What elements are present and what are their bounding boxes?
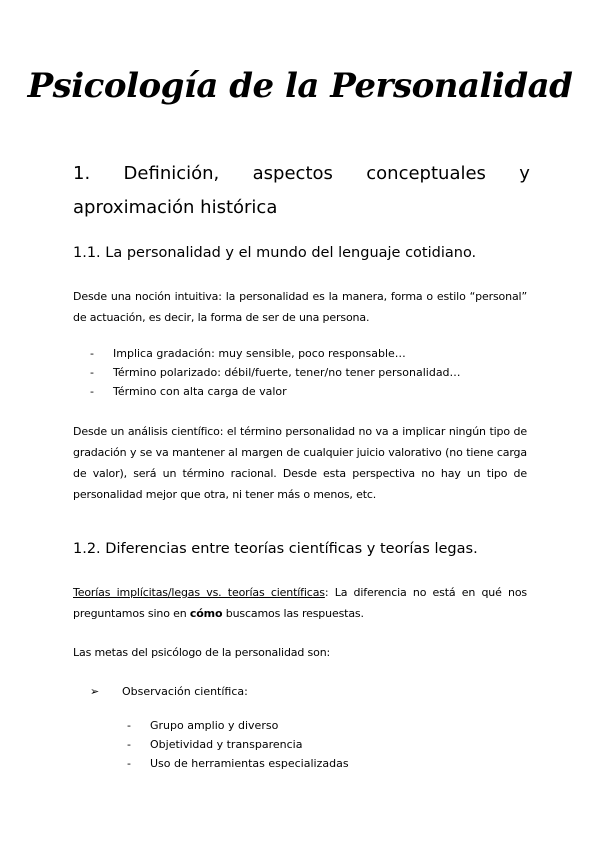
dash-bullet-icon: - bbox=[90, 366, 94, 379]
underlined-term: Teorías implícitas/legas vs. teorías científicas bbox=[73, 586, 325, 599]
section-1-word: Definición, bbox=[123, 163, 220, 184]
section-1-word: conceptuales bbox=[366, 163, 486, 184]
trait-bullet-list bbox=[90, 344, 461, 401]
list-item-text: Objetividad y transparencia bbox=[150, 738, 303, 751]
list-item bbox=[127, 735, 349, 754]
list-item bbox=[127, 754, 349, 773]
section-1-1-heading: 1.1. La personalidad y el mundo del lenguaje cotidiano. bbox=[73, 245, 477, 261]
section-1-heading-line-1 bbox=[73, 157, 530, 191]
paragraph-scientific-analysis: Desde un análisis científico: el término personalidad no va a implicar ningún tipo de gradación y se va mantener al margen de cualquier juicio valorativo (no tiene carga de valor), será un término racional. Desde esta perspectiva no hay un tipo de personalidad mejor que otra, ni tener más o menos, etc. bbox=[73, 425, 527, 501]
list-item-text: Grupo amplio y diverso bbox=[150, 719, 279, 732]
list-item bbox=[90, 363, 461, 382]
dash-bullet-icon: - bbox=[127, 757, 131, 770]
section-1-word: aspectos bbox=[252, 163, 333, 184]
list-item bbox=[90, 382, 461, 401]
dash-bullet-icon: - bbox=[127, 719, 131, 732]
paragraph-implicit-theories bbox=[73, 582, 527, 624]
bold-term: cómo bbox=[189, 607, 223, 620]
list-item-text: Término con alta carga de valor bbox=[113, 385, 287, 398]
list-item bbox=[90, 344, 461, 363]
list-item-text: Observación científica: bbox=[122, 685, 248, 698]
section-1-word: y bbox=[519, 163, 530, 184]
dash-bullet-icon: - bbox=[90, 385, 94, 398]
list-item bbox=[90, 682, 248, 701]
section-1-number: 1. bbox=[73, 163, 91, 184]
list-item bbox=[127, 716, 349, 735]
paragraph-text: : La diferencia no está en qué nos preguntamos sino en bbox=[73, 586, 527, 620]
list-item-text: Término polarizado: débil/fuerte, tener/no tener personalidad… bbox=[113, 366, 461, 379]
document-title: Psicología de la Personalidad bbox=[27, 66, 573, 106]
list-item-text: Implica gradación: muy sensible, poco responsable… bbox=[113, 347, 406, 360]
section-1-2-heading: 1.2. Diferencias entre teorías científicas y teorías legas. bbox=[73, 541, 478, 557]
arrow-bullet-icon: ➢ bbox=[90, 685, 100, 698]
paragraph-intuitive-notion: Desde una noción intuitiva: la personalidad es la manera, forma o estilo “personal” de actuación, es decir, la forma de ser de una persona. bbox=[73, 290, 527, 324]
list-item-text: Uso de herramientas especializadas bbox=[150, 757, 349, 770]
dash-bullet-icon: - bbox=[90, 347, 94, 360]
paragraph-text: buscamos las respuestas. bbox=[222, 607, 364, 620]
observation-sub-list bbox=[127, 716, 349, 773]
goals-arrow-list bbox=[90, 682, 248, 701]
section-1-heading bbox=[73, 157, 530, 225]
section-1-heading-line-2: aproximación histórica bbox=[73, 197, 278, 218]
paragraph-goals: Las metas del psicólogo de la personalidad son: bbox=[73, 646, 331, 659]
dash-bullet-icon: - bbox=[127, 738, 131, 751]
